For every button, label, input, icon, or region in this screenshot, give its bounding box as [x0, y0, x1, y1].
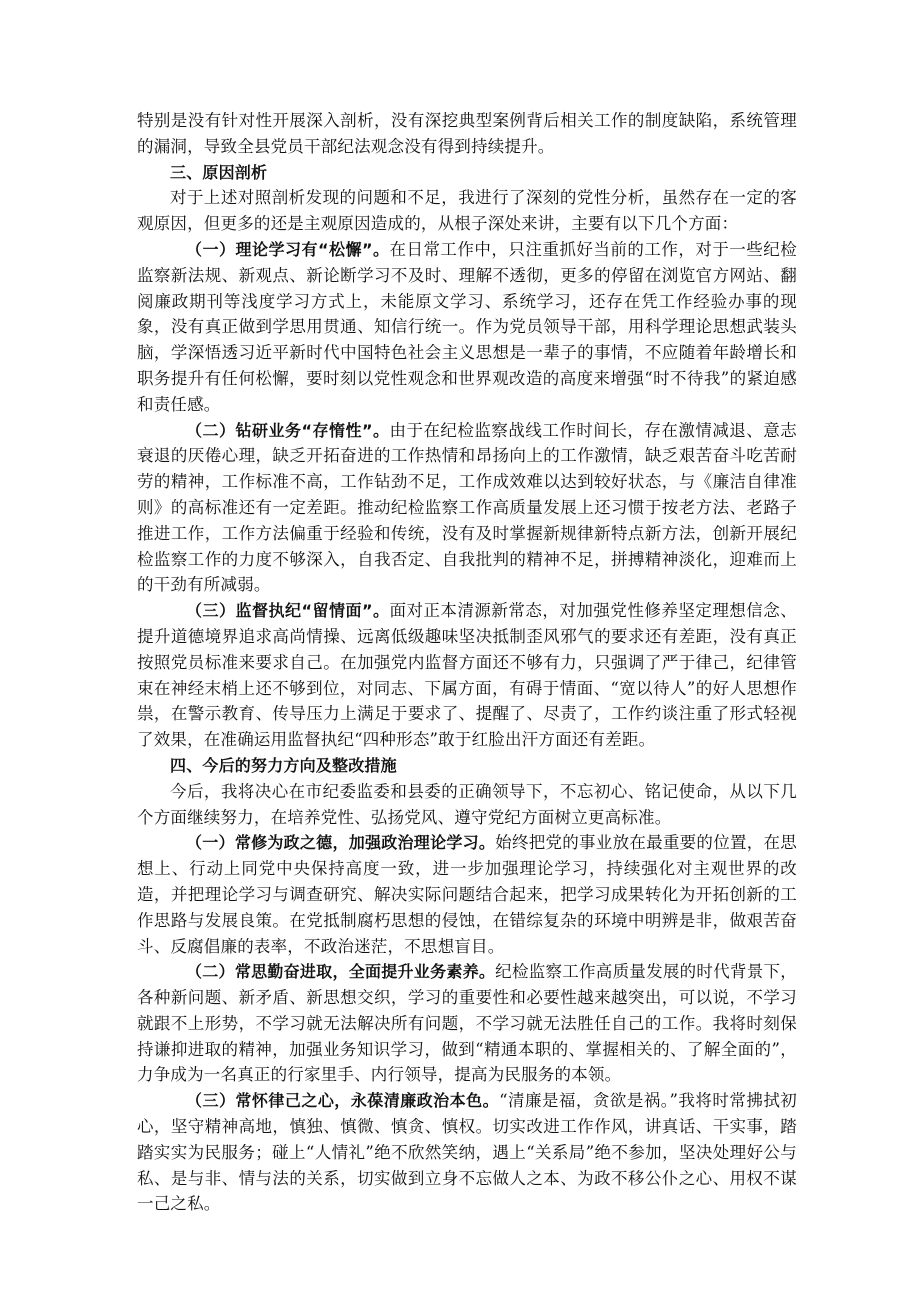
subheading-cause-1: （一）理论学习有“松懈”。 — [186, 239, 390, 259]
body-cause-1: 在日常工作中，只注重抓好当前的工作，对于一些纪检监察新法规、新观点、新论断学习不及时、理解不透彻，更多的停留在浏览官方网站、翻阅廉政期刊等浅度学习方式上，未能原文学习、系统学习，还存在凭工作经验办事的现象，没有真正做到学思用贯通、知信行统一。作为党员领导干部，用科学理论思想武装头脑，学深悟透习近平新时代中国特色社会主义思想是一辈子的事情，不应随着年龄增长和职务提升有任何松懈，要时刻以党性观念和世界观改造的高度来增强“时不待我”的紧迫感和责任感。 — [137, 239, 797, 414]
body-measure-3: “清廉是福，贪欲是祸。”我将时常拂拭初心，坚守精神高地，慎独、慎微、慎贪、慎权。切实改进工作作风，讲真话、干实事，踏踏实实为民服务；碰上“人情礼”绝不欣然笑纳，遇上“关系局”绝不参加，坚决处理好公与私、是与非、情与法的关系，切实做到立身不忘做人之本、为政不移公仆之心、用权不谋一己之私。 — [137, 1091, 797, 1214]
document-page — [137, 108, 797, 1217]
paragraph-continued: 特别是没有针对性开展深入剖析，没有深挖典型案例背后相关工作的制度缺陷，系统管理的漏洞，导致全县党员干部纪法观念没有得到持续提升。 — [137, 111, 797, 156]
subheading-measure-2: （二）常思勤奋进取，全面提升业务素养。 — [186, 962, 496, 982]
paragraph-measure-3 — [137, 1088, 797, 1217]
paragraph-measure-1 — [137, 830, 797, 959]
paragraph-cause-1 — [137, 237, 797, 418]
subheading-cause-2: （二）钻研业务“存惰性”。 — [186, 420, 390, 440]
subheading-cause-3: （三）监督执纪“留情面”。 — [186, 601, 390, 621]
body-measure-2: 纪检监察工作高质量发展的时代背景下，各种新问题、新矛盾、新思想交织，学习的重要性和必要性越来越突出，可以说，不学习就跟不上形势，不学习就无法解决所有问题，不学习就无法胜任自己的工作。我将时刻保持谦抑进取的精神，加强业务知识学习，做到“精通本职的、掌握相关的、了解全面的”，力争成为一名真正的行家里手、内行领导，提高为民服务的本领。 — [137, 962, 797, 1085]
subheading-measure-1: （一）常修为政之德，加强政治理论学习。 — [186, 833, 496, 853]
paragraph-cause-3 — [137, 598, 797, 753]
subheading-measure-3: （三）常怀律己之心，永葆清廉政治本色。 — [186, 1091, 500, 1111]
body-cause-2: 由于在纪检监察战线工作时间长，存在激情减退、意志衰退的厌倦心理，缺乏开拓奋进的工作热情和昂扬向上的工作激情，缺乏艰苦奋斗吃苦耐劳的精神，工作标准不高，工作钻劲不足，工作成效难以达到较好状态，与《廉洁自律准则》的高标准还有一定差距。推动纪检监察工作高质量发展上还习惯于按老方法、老路子推进工作，工作方法偏重于经验和传统，没有及时掌握新规律新特点新方法，创新开展纪检监察工作的力度不够深入，自我否定、自我批判的精神不足，拼搏精神淡化，迎难而上的干劲有所减弱。 — [137, 420, 797, 595]
section-heading-cause-analysis: 三、原因剖析 — [170, 162, 268, 182]
paragraph-measure-2 — [137, 959, 797, 1088]
paragraph-measures-intro: 今后，我将决心在市纪委监委和县委的正确领导下，不忘初心、铭记使命，从以下几个方面继续努力，在培养党性、弘扬党风、遵守党纪方面树立更高标准。 — [137, 781, 797, 827]
paragraph-cause-intro: 对于上述对照剖析发现的问题和不足，我进行了深刻的党性分析，虽然存在一定的客观原因，但更多的还是主观原因造成的，从根子深处来讲，主要有以下几个方面： — [137, 188, 797, 234]
section-heading-measures: 四、今后的努力方向及整改措施 — [170, 755, 397, 775]
body-measure-1: 始终把党的事业放在最重要的位置，在思想上、行动上同党中央保持高度一致，进一步加强理论学习，持续强化对主观世界的改造，并把理论学习与调查研究、解决实际问题结合起来，把学习成果转化为开拓创新的工作思路与发展良策。在党抵制腐朽思想的侵蚀，在错综复杂的环境中明辨是非，做艰苦奋斗、反腐倡廉的表率，不政治迷茫，不思想盲目。 — [137, 833, 797, 956]
paragraph-cause-2 — [137, 418, 797, 599]
body-cause-3: 面对正本清源新常态，对加强党性修养坚定理想信念、提升道德境界追求高尚情操、远离低级趣味坚决抵制歪风邪气的要求还有差距，没有真正按照党员标准来要求自己。在加强党内监督方面还不够有力，只强调了严于律己，纪律管束在神经末梢上还不够到位，对同志、下属方面，有碍于情面、“宽以待人”的好人思想作祟，在警示教育、传导压力上满足于要求了、提醒了、尽责了，工作约谈注重了形式轻视了效果，在准确运用监督执纪“四种形态”敢于红脸出汗方面还有差距。 — [137, 601, 797, 750]
